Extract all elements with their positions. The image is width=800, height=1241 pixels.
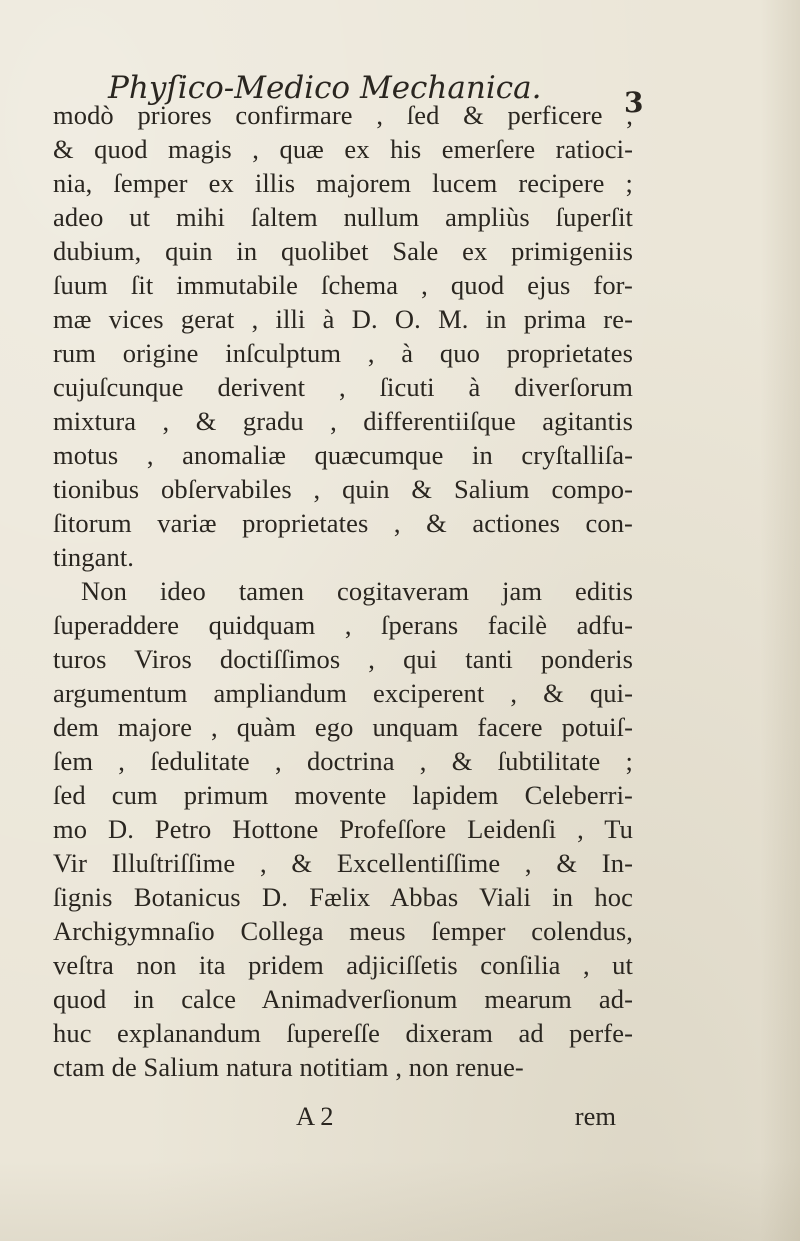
text-line: mo D. Petro Hottone Profeſſore Leidenſi , Tu	[53, 814, 633, 844]
text-line: mæ vices gerat , illi à D. O. M. in prima re-	[53, 304, 633, 334]
text-line: rum origine inſculptum , à quo proprietates	[53, 338, 633, 368]
text-line: dubium, quin in quolibet Sale ex primigeniis	[53, 236, 633, 266]
text-line: motus , anomaliæ quæcumque in cryſtalliſa-	[53, 440, 633, 470]
text-line: ſuum ſit immutabile ſchema , quod ejus for-	[53, 270, 633, 300]
text-line: ſem , ſedulitate , doctrina , & ſubtilitate ;	[53, 746, 633, 776]
text-line: tionibus obſervabiles , quin & Salium compo-	[53, 474, 633, 504]
text-line: ſed cum primum movente lapidem Celeberri-	[53, 780, 633, 810]
text-line: Vir Illuſtriſſime , & Excellentiſſime , & In-	[53, 848, 633, 878]
text-line: quod in calce Animadverſionum mearum ad-	[53, 984, 633, 1014]
text-line: Archigymnaſio Collega meus ſemper colendus,	[53, 916, 633, 946]
text-line: Non ideo tamen cogitaveram jam editis	[81, 576, 633, 606]
text-line: ſignis Botanicus D. Fælix Abbas Viali in hoc	[53, 882, 633, 912]
catchword: rem	[574, 1101, 616, 1131]
signature-mark: A 2	[296, 1101, 334, 1131]
page-number: 3	[624, 86, 644, 119]
running-title: Phyſico-Medico Mechanica.	[108, 70, 542, 106]
text-line: ſuperaddere quidquam , ſperans facilè adfu-	[53, 610, 633, 640]
page-edge-shadow	[760, 0, 800, 1241]
text-line: modò priores confirmare , ſed & perficere ,	[53, 100, 633, 130]
text-line: tingant.	[53, 542, 135, 572]
text-line: ctam de Salium natura notitiam , non renue-	[53, 1052, 524, 1082]
text-line: ſitorum variæ proprietates , & actiones con-	[53, 508, 633, 538]
text-line: adeo ut mihi ſaltem nullum ampliùs ſuperſit	[53, 202, 633, 232]
text-line: mixtura , & gradu , differentiiſque agitantis	[53, 406, 633, 436]
text-line: veſtra non ita pridem adjiciſſetis conſilia , ut	[53, 950, 633, 980]
text-line: & quod magis , quæ ex his emerſere ratioci-	[53, 134, 633, 164]
body-text	[53, 98, 633, 1084]
text-line: nia, ſemper ex illis majorem lucem recipere ;	[53, 168, 633, 198]
text-line: argumentum ampliandum exciperent , & qui-	[53, 678, 633, 708]
text-line: cujuſcunque derivent , ſicuti à diverſorum	[53, 372, 633, 402]
text-line: huc explanandum ſupereſſe dixeram ad perfe-	[53, 1018, 633, 1048]
page-footer	[296, 1101, 616, 1135]
page-bottom-shadow	[0, 1161, 800, 1241]
text-line: turos Viros doctiſſimos , qui tanti ponderis	[53, 644, 633, 674]
text-line: dem majore , quàm ego unquam facere potuiſ-	[53, 712, 633, 742]
